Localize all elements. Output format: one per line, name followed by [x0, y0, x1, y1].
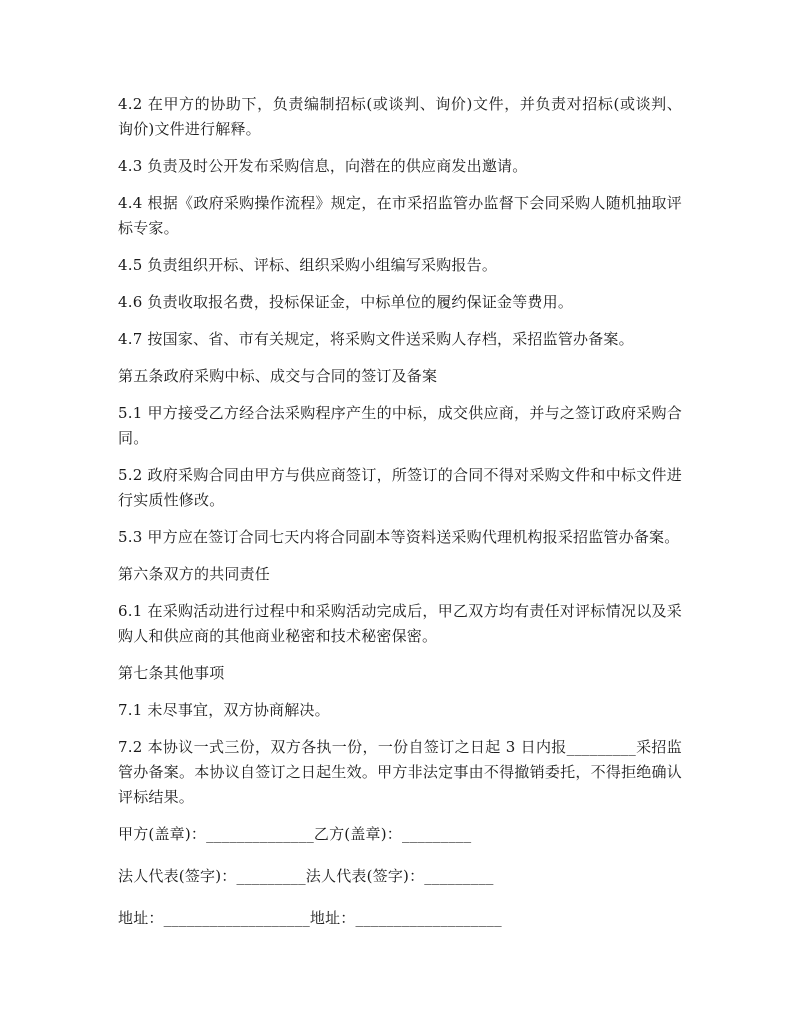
article-6-heading: 第六条双方的共同责任: [118, 565, 271, 583]
article-7-heading: 第七条其他事项: [118, 664, 225, 682]
clause-7-1: 7.1 未尽事宜，双方协商解决。: [118, 701, 330, 719]
clause-6-1: 6.1 在采购活动进行过程中和采购活动完成后，甲乙双方均有责任对评标情况以及采购人和供应商的其他商业秘密和技术秘密保密。: [118, 602, 682, 645]
clause-4-3: 4.3 负责及时公开发布采购信息，向潜在的供应商发出邀请。: [118, 157, 528, 175]
clause-4-4: 4.4 根据《政府采购操作流程》规定，在市采招监管办监督下会同采购人随机抽取评标专家。: [118, 194, 682, 237]
clause-5-3: 5.3 甲方应在签订合同七天内将合同副本等资料送采购代理机构报采招监管办备案。: [118, 528, 680, 546]
document-body: [118, 92, 682, 948]
article-5-heading: 第五条政府采购中标、成交与合同的签订及备案: [118, 367, 438, 385]
clause-4-6: 4.6 负责收取报名费，投标保证金，中标单位的履约保证金等费用。: [118, 293, 574, 311]
clause-5-2: 5.2 政府采购合同由甲方与供应商签订，所签订的合同不得对采购文件和中标文件进行实质性修改。: [118, 466, 682, 509]
clause-4-7: 4.7 按国家、省、市有关规定，将采购文件送采购人存档，采招监管办备案。: [118, 330, 634, 348]
clause-4-2: 4.2 在甲方的协助下，负责编制招标(或谈判、询价)文件，并负责对招标(或谈判、询价)文件进行解释。: [118, 95, 682, 138]
clause-4-5: 4.5 负责组织开标、评标、组织采购小组编写采购报告。: [118, 256, 498, 274]
clause-7-2: 7.2 本协议一式三份，双方各执一份，一份自签订之日起 3 日内报_________采招监管办备案。本协议自签订之日起生效。甲方非法定事由不得撤销委托，不得拒绝确认评标结果。: [118, 738, 682, 806]
clause-5-1: 5.1 甲方接受乙方经合法采购程序产生的中标，成交供应商，并与之签订政府采购合同。: [118, 404, 682, 447]
legal-rep-signature-line: 法人代表(签字)：_________法人代表(签字)：_________: [118, 867, 494, 885]
party-seal-line: 甲方(盖章)：______________乙方(盖章)：_________: [118, 825, 472, 843]
address-line: 地址：___________________地址：___________________: [118, 909, 502, 927]
